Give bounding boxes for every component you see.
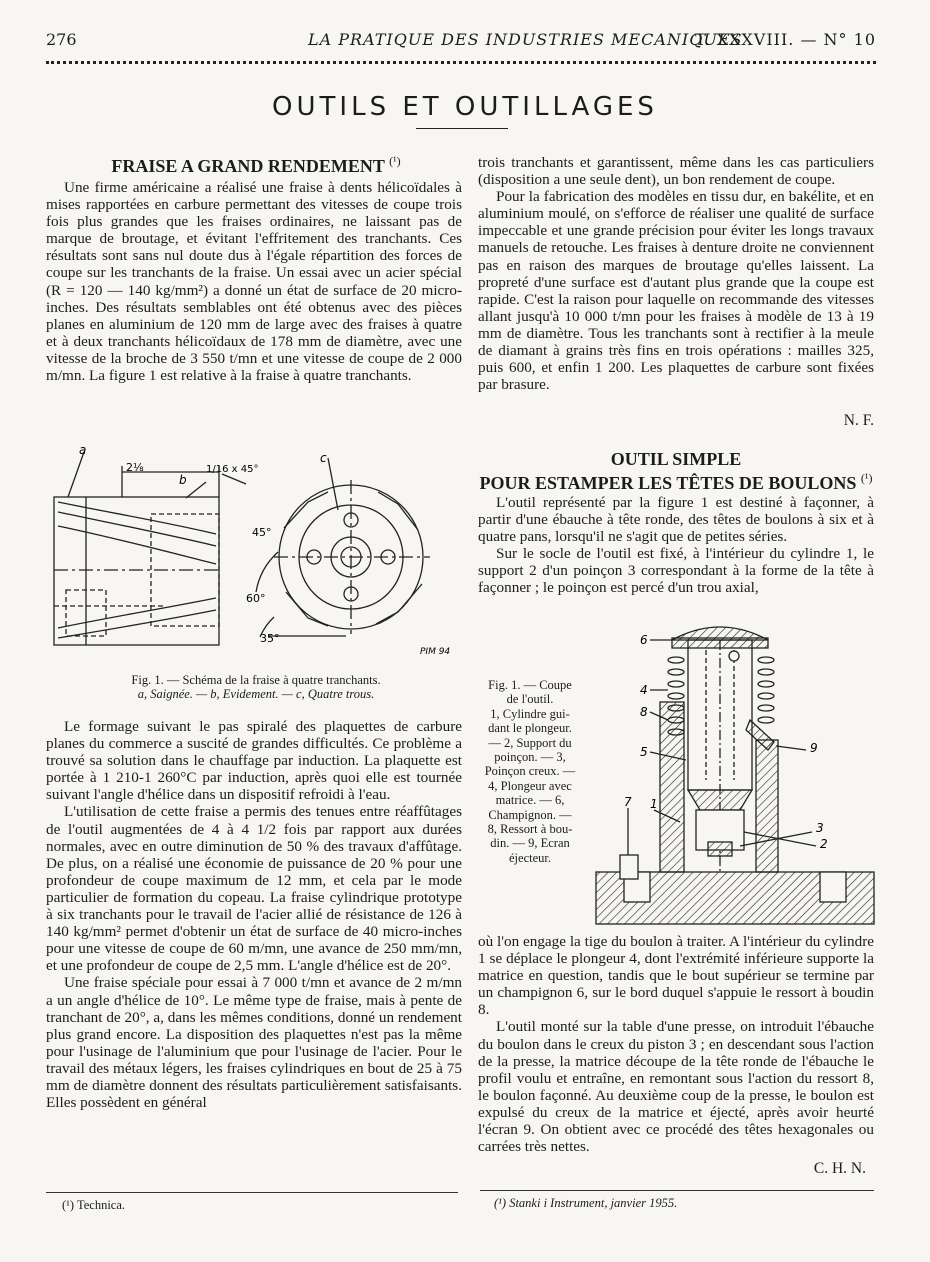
fig-dim-2: 1/16 x 45° — [206, 464, 259, 475]
article2-para3: où l'on engage la tige du boulon à traiter. A l'intérieur du cylindre 1 se déplace le plongeur 4, dont l'extrémité inférieure supporte la matrice en question, tandis que le bout supérieur se termine par un champignon 6, sur le bord duquel s'appuie le ressort à boudin 8. — [478, 933, 874, 1019]
cutter-caption-line2: a, Saignée. — b, Evidement. — c, Quatre trous. — [137, 687, 375, 701]
section-title: OUTILS ET OUTILLAGES — [272, 92, 658, 122]
fig-label-b: b — [179, 473, 187, 487]
article1-title — [46, 152, 466, 176]
fig-label-a: a — [79, 443, 87, 457]
hollow-punch — [708, 842, 732, 856]
tool-label-7: 7 — [624, 795, 632, 809]
cutter-side-view — [54, 497, 219, 645]
article1-title-text: FRAISE A GRAND RENDEMENT — [111, 156, 385, 176]
article1-para4: Une fraise spéciale pour essai à 7 000 t/mn et avance de 2 m/mn a un angle d'hélice de 10°. Le même type de fraise, mais à pente de tranchant de 20°, a, dans les mêmes conditions, donné un rendement plus grand encore. La disposition des plaquettes n'est pas la même pour l'usinage de l'aluminium que pour l'usinage de l'acier. Pour le travail des métaux légers, les fraises cylindriques en bout de 25 à 75 mm de diamètre donnent des résultats particulièrement satisfaisants. Elles possèdent en général — [46, 974, 462, 1112]
leader-a — [68, 452, 84, 497]
article2-para2: Sur le socle de l'outil est fixé, à l'intérieur du cylindre 1, le support 2 d'un poinçon 3 correspondant à la forme de la tête à façonner ; le poinçon est percé d'un trou axial, — [478, 545, 874, 597]
article1-para3: L'utilisation de cette fraise a permis des tenues entre réaffûtages de l'outil augmentées de 4 à 4 1/2 fois par rapport aux durées normales, avec en outre diminution de 50 % des travaux d'affûtage. De plus, on a réalisé une économie de puissance de 20 % pour une profondeur de coupe maximum de 12 mm, et cela par le mode particulier de formation du copeau. La fraise cylindrique prototype à six tranchants pour le travail de l'acier allié de résistance de 126 à 140 kg/mm² permet d'obtenir un état de surface de 40 micro-inches pour une vitesse de coupe de 60 m/mn, une avance de 250 mm/mn, et une profondeur de coupe de 2,5 mm. L'angle d'hélice est de 20°. — [46, 803, 462, 975]
tool-label-2: 2 — [820, 837, 828, 851]
fig-angle-60: 60° — [246, 592, 266, 605]
footnote-rule-right — [480, 1190, 874, 1191]
issue-number: T. XXXVIII. — N° 10 — [695, 30, 876, 49]
fig-signature: PIM 94 — [420, 647, 451, 657]
article2-para1: L'outil représenté par la figure 1 est destiné à façonner, à partir d'une ébauche à tête ronde, des têtes de boulons à six et à quatre pans, lorsqu'il ne s'agit que de petites séries. — [478, 494, 874, 546]
page-number: 276 — [46, 30, 77, 49]
cylinder-wall-right — [756, 740, 778, 872]
article1-para6: Pour la fabrication des modèles en tissu dur, en bakélite, et en aluminium moulé, on s'efforce de réaliser une qualité de surface impeccable et une grande précision pour éviter les longs travaux manuels de retouche. Les fraises à denture droite ne conviennent pas en raison des marques de broutage qu'elles laissent. La propreté d'une surface est d'autant plus grande que la coupe est rapide. C'est la raison pour laquelle on recommande des vitesses allant jusqu'à 10 000 t/mn pour les fraises à modèle de 13 à 19 mm de diamètre. Tous les tranchants sont à rectifier à la meule de diamant à grains très fins en trois opérations : mailles 325, puis 600, et enfin 1 200. Les plaquettes de carbure sont fixées par brasure. — [478, 188, 874, 394]
cylinder-wall-left — [660, 702, 684, 872]
tool-label-9: 9 — [810, 741, 818, 755]
tool-label-6: 6 — [640, 633, 648, 647]
cutter-figure — [46, 442, 466, 670]
footnote-rule-left — [46, 1192, 458, 1193]
footnote-left: (¹) Technica. — [62, 1198, 126, 1212]
article2-title-line2: POUR ESTAMPER LES TÊTES DE BOULONS — [479, 473, 857, 493]
article2-body — [478, 933, 874, 1155]
running-header — [46, 30, 876, 54]
journal-title: LA PRATIQUE DES INDUSTRIES MECANIQUES — [308, 30, 743, 49]
section-title-rule — [416, 128, 508, 129]
tool-caption-line: dant le plongeur. — [488, 721, 572, 736]
article1-continuation — [478, 154, 874, 393]
article1-title-note: (¹) — [389, 154, 401, 168]
article2-title-note: (¹) — [860, 471, 873, 485]
tool-label-1: 1 — [650, 797, 658, 811]
fig-dim-1: 2⅛ — [126, 461, 144, 474]
article1-intro — [46, 179, 462, 384]
tool-caption-line: din. — 9, Ecran — [490, 836, 570, 851]
tool-caption-line: Champignon. — — [488, 807, 572, 822]
article1-para2: Le formage suivant le pas spiralé des plaquettes de carbure planes du commerce a suscité de grandes difficultés. Ce problème a trouvé sa solution dans le chauffage par induction. La plaquette est portée à 1 210-1 260°C par induction, après quoi elle est tournée suivant l'angle d'hélice dans un dispositif refroidi à l'eau. — [46, 718, 462, 804]
tool-caption-line: Fig. 1. — Coupe — [488, 678, 572, 692]
article2-signature: C. H. N. — [813, 1160, 866, 1177]
article2-intro — [478, 494, 874, 597]
tool-caption-line: Poinçon creux. — — [484, 764, 576, 779]
tool-caption-line: 1, Cylindre gui- — [490, 706, 570, 721]
article1-para5: trois tranchants et garantissent, même dans les cas particuliers (disposition a une seule dent), un bon rendement de coupe. — [478, 154, 874, 189]
tool-figure-caption — [478, 678, 582, 865]
footnote-right: (¹) Stanki i Instrument, janvier 1955. — [494, 1196, 678, 1210]
tool-caption-line: de l'outil. — [506, 692, 554, 707]
leader-c — [328, 458, 338, 510]
tool-figure — [590, 610, 880, 928]
tool-caption-line: 8, Ressort à bou- — [487, 822, 573, 837]
tool-label-8: 8 — [640, 705, 648, 719]
article2-para4: L'outil monté sur la table d'une presse, on introduit l'ébauche du boulon dans le creux du piston 3 ; en descendant sous l'action de la presse, la matrice découpe de la tête ronde de l'ébauche le profil voulu et entraîne, en remontant sous l'action du ressort 8, le boulon façonné. Au deuxième coup de la presse, le boulon est expulsé du creux de la matrice et éjecté, après avoir heurté l'écran 9. On obtient avec ce procédé des têtes hexagonales ou carrées très nettes. — [478, 1018, 874, 1156]
leader-b — [186, 482, 206, 498]
tool-caption-line: poinçon. — 3, — [494, 750, 566, 765]
article2-title-line1: OUTIL SIMPLE — [610, 449, 742, 469]
tool-label-5: 5 — [640, 745, 648, 759]
fig-angle-35: 35° — [260, 632, 280, 645]
header-dotted-rule — [46, 61, 876, 64]
helix-line — [58, 502, 216, 534]
tool-caption-line: — 2, Support du — [488, 735, 572, 750]
fig-angle-45: 45° — [252, 526, 272, 539]
cutter-caption-line1: Fig. 1. — Schéma de la fraise à quatre tranchants. — [131, 673, 381, 687]
tool-label-3: 3 — [816, 821, 824, 835]
article2-title — [474, 450, 878, 493]
article1-para1: Une firme américaine a réalisé une fraise à dents hélicoïdales à mises rapportées en carbure permettant des vitesses de coupe trois fois plus grandes que les fraises ordinaires, ne laissant pas de marque de broutage, et évitant l'effritement des tranchants. Ces résultats sont sans nul doute dus à l'égale répartition des forces de coupe sur les tranchants de la fraise. Un essai avec un acier spécial (R = 120 — 140 kg/mm²) a donné un état de surface de 20 micro-inches. Des résultats semblables ont été obtenus avec des pièces planes en aluminium de 120 mm de large avec des fraises à quatre et à deux tranchants hélicoïdaux de 178 mm de diamètre, avec une vitesse de la broche de 3 550 t/mn et une vitesse de coupe de 2 000 m/mn. La figure 1 est relative à la fraise à quatre tranchants. — [46, 179, 462, 385]
tool-caption-line: éjecteur. — [509, 850, 551, 865]
die — [688, 790, 752, 810]
cutter-figure-caption — [46, 673, 466, 701]
tool-caption-line: 4, Plongeur avec — [488, 778, 572, 793]
tool-caption-line: matrice. — 6, — [495, 793, 565, 808]
fig-label-c: c — [320, 451, 327, 465]
article1-signature: N. F. — [843, 412, 874, 429]
article1-body — [46, 718, 462, 1111]
tool-label-4: 4 — [640, 683, 648, 697]
